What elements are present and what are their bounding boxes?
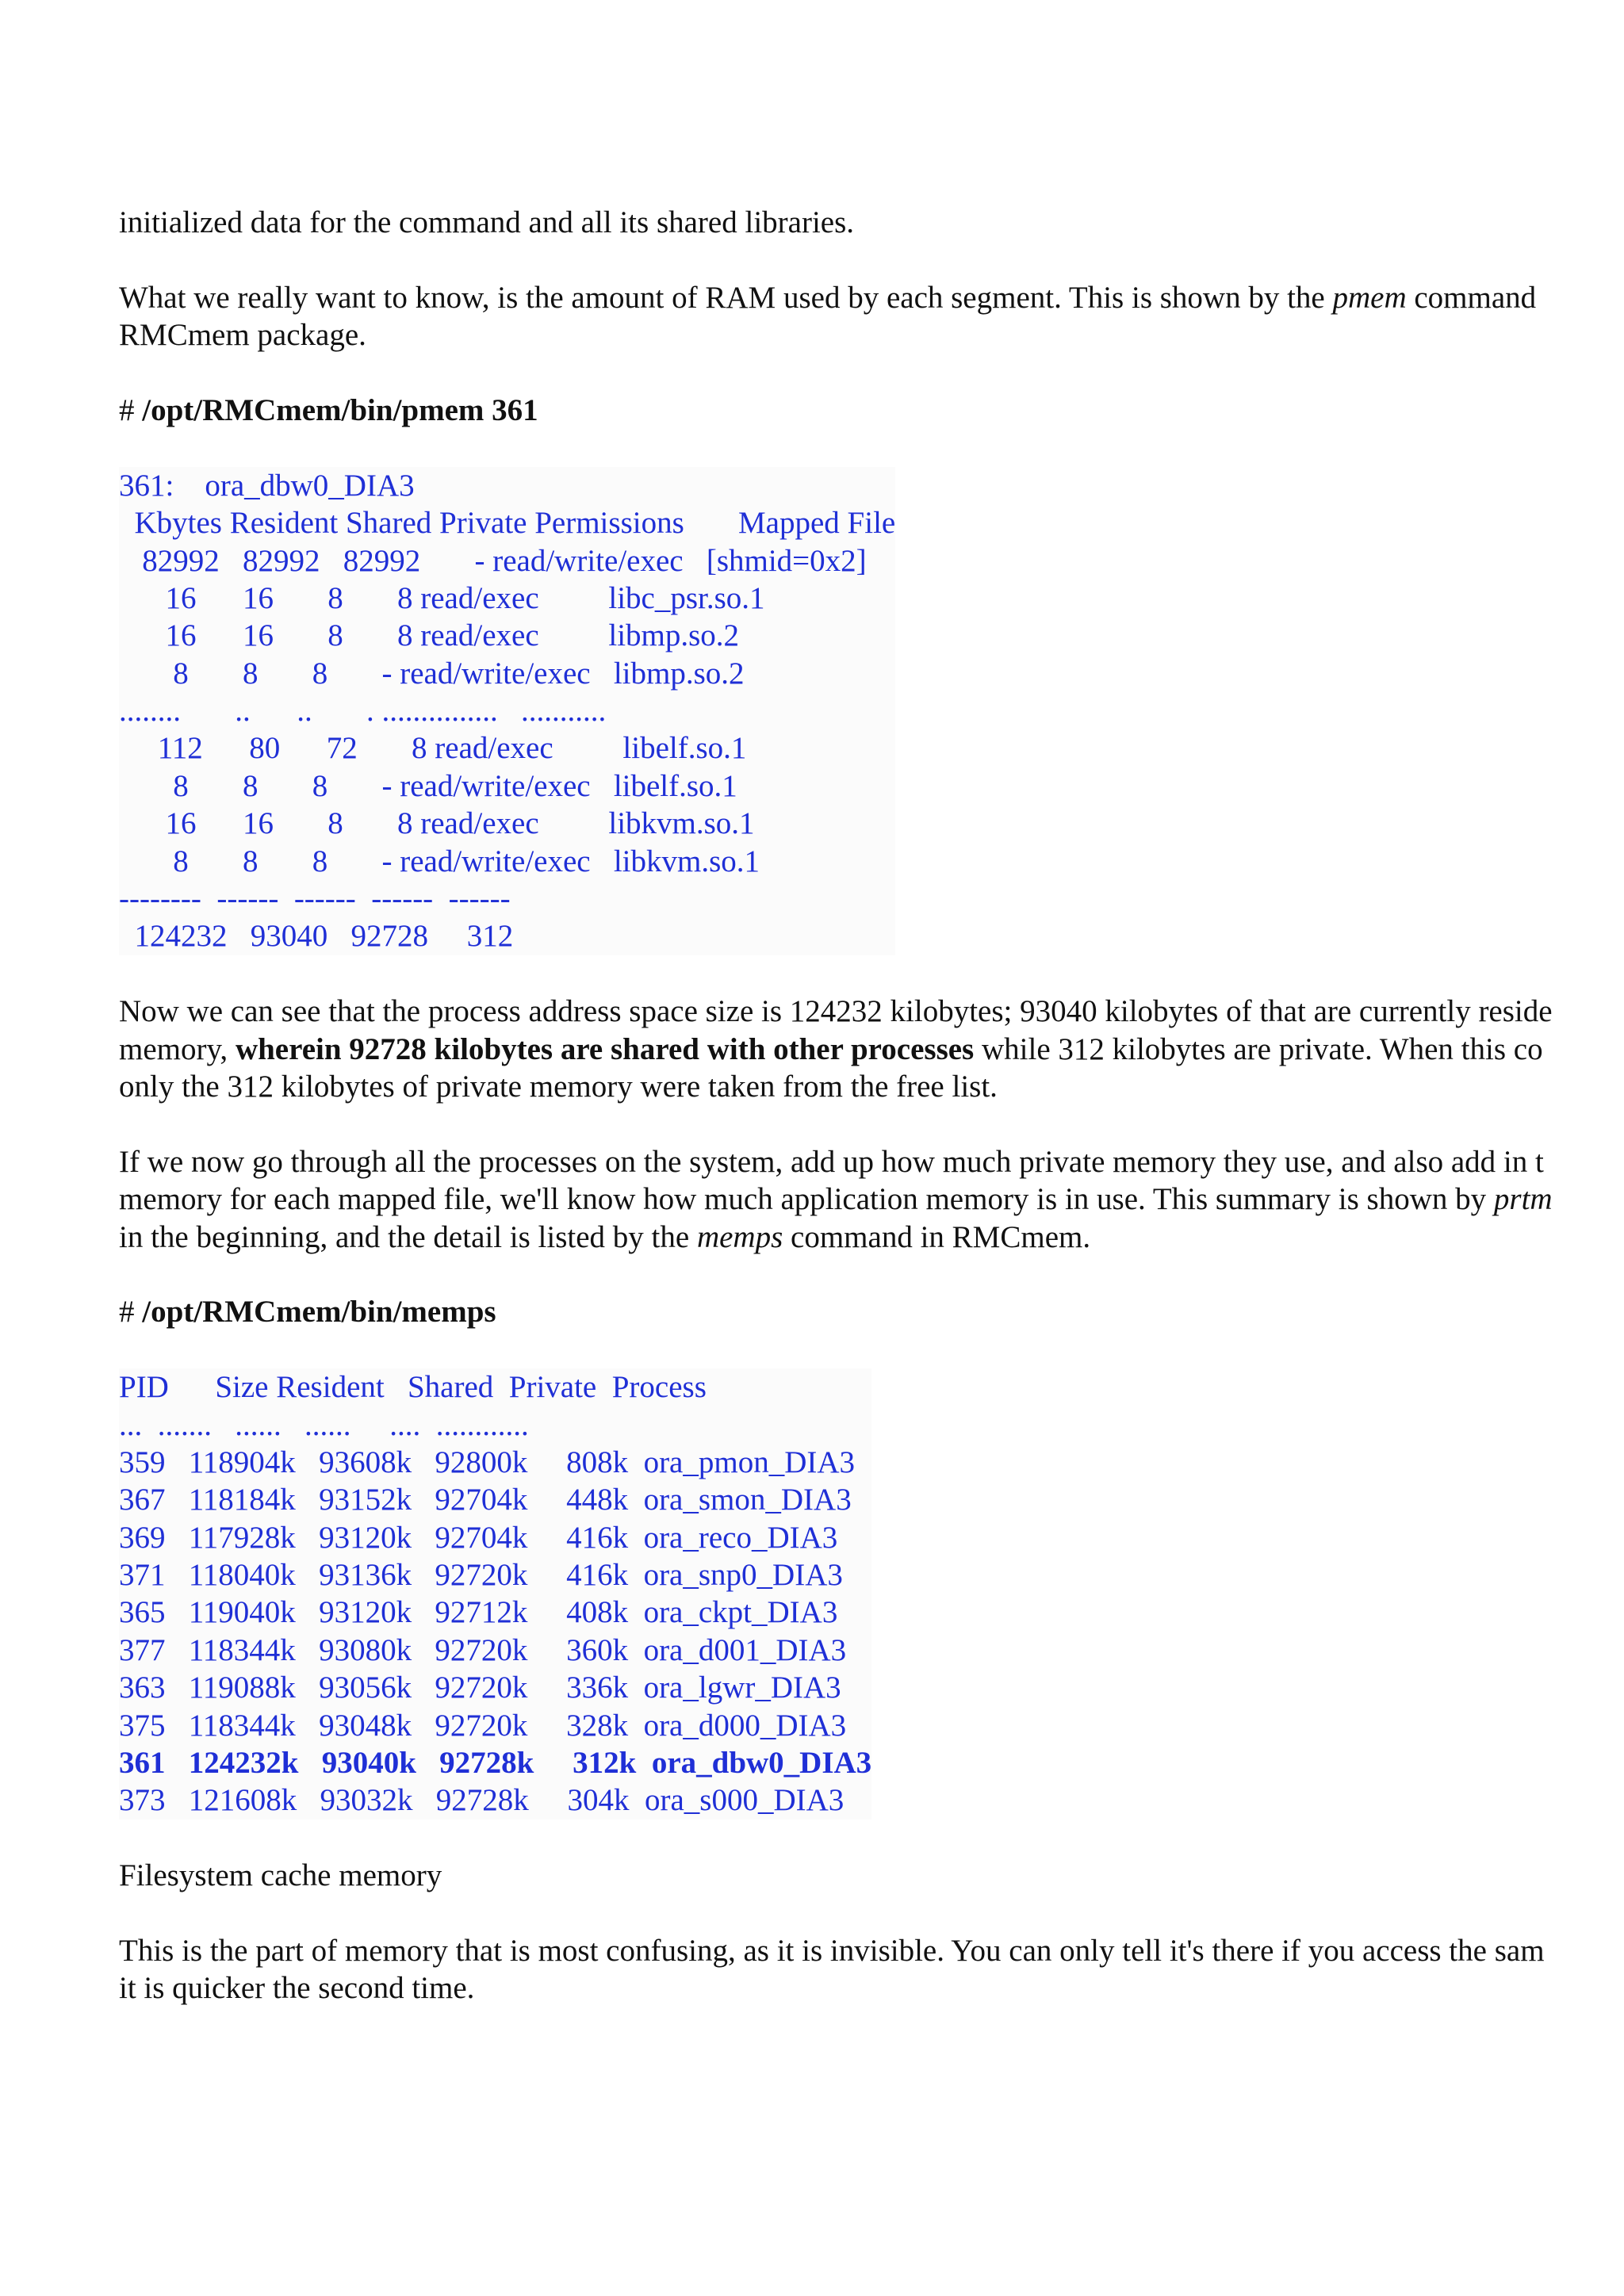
memps-private: 416k (527, 1520, 629, 1555)
paragraph-summary-line1: If we now go through all the processes on the system, add up how much private memory they use, and also add in t (119, 1144, 1544, 1179)
memps-resident: 93032k (297, 1783, 413, 1818)
memps-private: 408k (527, 1595, 629, 1630)
memps-size: 121608k (165, 1783, 297, 1818)
pmem-output-line: Kbytes Resident Shared Private Permissions Mapped File (119, 506, 896, 541)
text-run: memory for each mapped file, we'll know how much application memory is in use. This summary is shown by (119, 1182, 1494, 1217)
memps-size: 118344k (165, 1632, 296, 1667)
memps-size: 118904k (165, 1445, 296, 1479)
memps-dots: ... ....... ...... ...... .... ............ (119, 1407, 529, 1442)
memps-process: ora_reco_DIA3 (628, 1520, 838, 1555)
memps-private: 416k (527, 1558, 629, 1593)
memps-pid: 369 (119, 1520, 166, 1555)
command-text: /opt/RMCmem/bin/memps (142, 1295, 496, 1330)
memps-process: ora_lgwr_DIA3 (628, 1670, 841, 1705)
memps-process: ora_ckpt_DIA3 (628, 1595, 838, 1630)
memps-size: 124232k (165, 1746, 299, 1781)
memps-pid: 367 (119, 1483, 166, 1517)
memps-size: 117928k (165, 1520, 296, 1555)
memps-size: 118184k (165, 1483, 296, 1517)
memps-process: ora_snp0_DIA3 (628, 1558, 843, 1593)
text-run: command (1406, 280, 1537, 315)
memps-pid: 373 (119, 1783, 166, 1818)
memps-row (119, 1444, 871, 1481)
paragraph-summary-line3 (119, 1219, 1624, 1256)
memps-size: 119088k (165, 1670, 296, 1705)
text-run: memory, (119, 1031, 236, 1066)
memps-shared: 92800k (412, 1445, 528, 1479)
memps-row (119, 1744, 871, 1781)
memps-row (119, 1781, 871, 1819)
pmem-output-line: 82992 82992 82992 - read/write/exec [shmid=0x2] (119, 543, 867, 578)
memps-resident: 93120k (295, 1595, 412, 1630)
memps-resident: 93048k (295, 1708, 412, 1743)
memps-private: 328k (527, 1708, 629, 1743)
text-run: in the beginning, and the detail is listed by the (119, 1219, 697, 1254)
pmem-output-block (119, 467, 895, 955)
memps-shared: 92704k (412, 1483, 528, 1517)
memps-pid: 359 (119, 1445, 166, 1479)
pmem-output-line: -------- ------ ------ ------ ------ (119, 882, 511, 916)
prompt-hash: # (119, 1295, 143, 1330)
memps-private: 312k (534, 1746, 637, 1781)
pmem-output-line: 16 16 8 8 read/exec libc_psr.so.1 (119, 580, 765, 615)
memps-pid: 371 (119, 1558, 166, 1593)
memps-process: ora_smon_DIA3 (628, 1483, 852, 1517)
bold-shared-note: wherein 92728 kilobytes are shared with other processes (235, 1031, 975, 1066)
memps-resident: 93040k (298, 1746, 416, 1781)
memps-private: 304k (528, 1783, 630, 1818)
memps-pid: 375 (119, 1708, 166, 1743)
memps-shared: 92720k (412, 1708, 528, 1743)
memps-shared: 92720k (412, 1670, 528, 1705)
memps-row (119, 1594, 871, 1631)
memps-row (119, 1632, 871, 1669)
memps-shared: 92720k (412, 1632, 528, 1667)
memps-size: 119040k (165, 1595, 296, 1630)
command-memps (119, 1293, 1624, 1330)
memps-process: ora_d000_DIA3 (628, 1708, 847, 1743)
memps-process: ora_d001_DIA3 (628, 1632, 847, 1667)
paragraph-intro: initialized data for the command and all its shared libraries. (119, 205, 855, 239)
memps-shared: 92704k (412, 1520, 528, 1555)
paragraph-summary-line2 (119, 1181, 1624, 1218)
pmem-output-line: 16 16 8 8 read/exec libmp.so.2 (119, 618, 740, 653)
command-text: /opt/RMCmem/bin/pmem 361 (142, 392, 538, 427)
memps-resident: 93152k (295, 1483, 412, 1517)
paragraph-cache-line2: it is quicker the second time. (119, 1971, 475, 2006)
pmem-output-line: 8 8 8 - read/write/exec libkvm.so.1 (119, 844, 760, 878)
pmem-output-line: 16 16 8 8 read/exec libkvm.so.1 (119, 806, 755, 841)
memps-resident: 93056k (295, 1670, 412, 1705)
paragraph-pmem-intro-line2: RMCmem package. (119, 318, 366, 353)
text-run: What we really want to know, is the amount of RAM used by each segment. This is shown by the (119, 280, 1333, 315)
memps-output-block (119, 1368, 871, 1820)
memps-table (119, 1444, 871, 1820)
memps-shared: 92720k (412, 1558, 528, 1593)
pmem-output-line: 8 8 8 - read/write/exec libelf.so.1 (119, 768, 737, 803)
text-run: while 312 kilobytes are private. When this co (974, 1031, 1543, 1066)
memps-row (119, 1519, 871, 1556)
paragraph-cache-line1: This is the part of memory that is most confusing, as it is invisible. You can only tell it's there if you access the sam (119, 1934, 1545, 1968)
command-pmem (119, 392, 1624, 429)
memps-shared: 92728k (412, 1783, 529, 1818)
memps-row (119, 1707, 871, 1744)
pmem-output-line: ........ .. .. . ............... ........... (119, 694, 607, 729)
memps-pid: 361 (119, 1746, 166, 1781)
memps-pid: 365 (119, 1595, 166, 1630)
paragraph-explanation-line2 (119, 1031, 1624, 1068)
memps-private: 808k (527, 1445, 629, 1479)
pmem-output-line: 112 80 72 8 read/exec libelf.so.1 (119, 731, 747, 766)
emphasis-pmem: pmem (1332, 280, 1407, 315)
memps-process: ora_pmon_DIA3 (628, 1445, 856, 1479)
memps-size: 118040k (165, 1558, 296, 1593)
memps-pid: 377 (119, 1632, 166, 1667)
memps-process: ora_dbw0_DIA3 (636, 1746, 872, 1781)
prompt-hash: # (119, 392, 143, 427)
paragraph-explanation-line3: only the 312 kilobytes of private memory were taken from the free list. (119, 1070, 998, 1104)
memps-process: ora_s000_DIA3 (629, 1783, 845, 1818)
memps-shared: 92728k (416, 1746, 534, 1781)
document-page (119, 204, 1624, 2007)
memps-resident: 93080k (295, 1632, 412, 1667)
pmem-output-line: 124232 93040 92728 312 (119, 919, 514, 954)
memps-row (119, 1669, 871, 1706)
emphasis-prtmem: prtm (1493, 1182, 1553, 1217)
memps-row (119, 1481, 871, 1518)
pmem-output-line: 361: ora_dbw0_DIA3 (119, 468, 415, 503)
memps-shared: 92712k (412, 1595, 528, 1630)
memps-resident: 93608k (295, 1445, 412, 1479)
memps-private: 336k (527, 1670, 629, 1705)
memps-size: 118344k (165, 1708, 296, 1743)
memps-resident: 93120k (295, 1520, 412, 1555)
memps-pid: 363 (119, 1670, 166, 1705)
memps-header: PID Size Resident Shared Private Process (119, 1370, 707, 1405)
memps-private: 448k (527, 1483, 629, 1517)
emphasis-memps: memps (696, 1219, 783, 1254)
section-heading-filesystem-cache: Filesystem cache memory (119, 1858, 442, 1893)
paragraph-explanation-line1: Now we can see that the process address space size is 124232 kilobytes; 93040 kilobytes of that are currently reside (119, 994, 1553, 1029)
paragraph-pmem-intro-line1 (119, 279, 1624, 316)
pmem-output-line: 8 8 8 - read/write/exec libmp.so.2 (119, 656, 745, 691)
memps-private: 360k (527, 1632, 629, 1667)
text-run: command in RMCmem. (783, 1219, 1091, 1254)
memps-row (119, 1556, 871, 1594)
memps-resident: 93136k (295, 1558, 412, 1593)
